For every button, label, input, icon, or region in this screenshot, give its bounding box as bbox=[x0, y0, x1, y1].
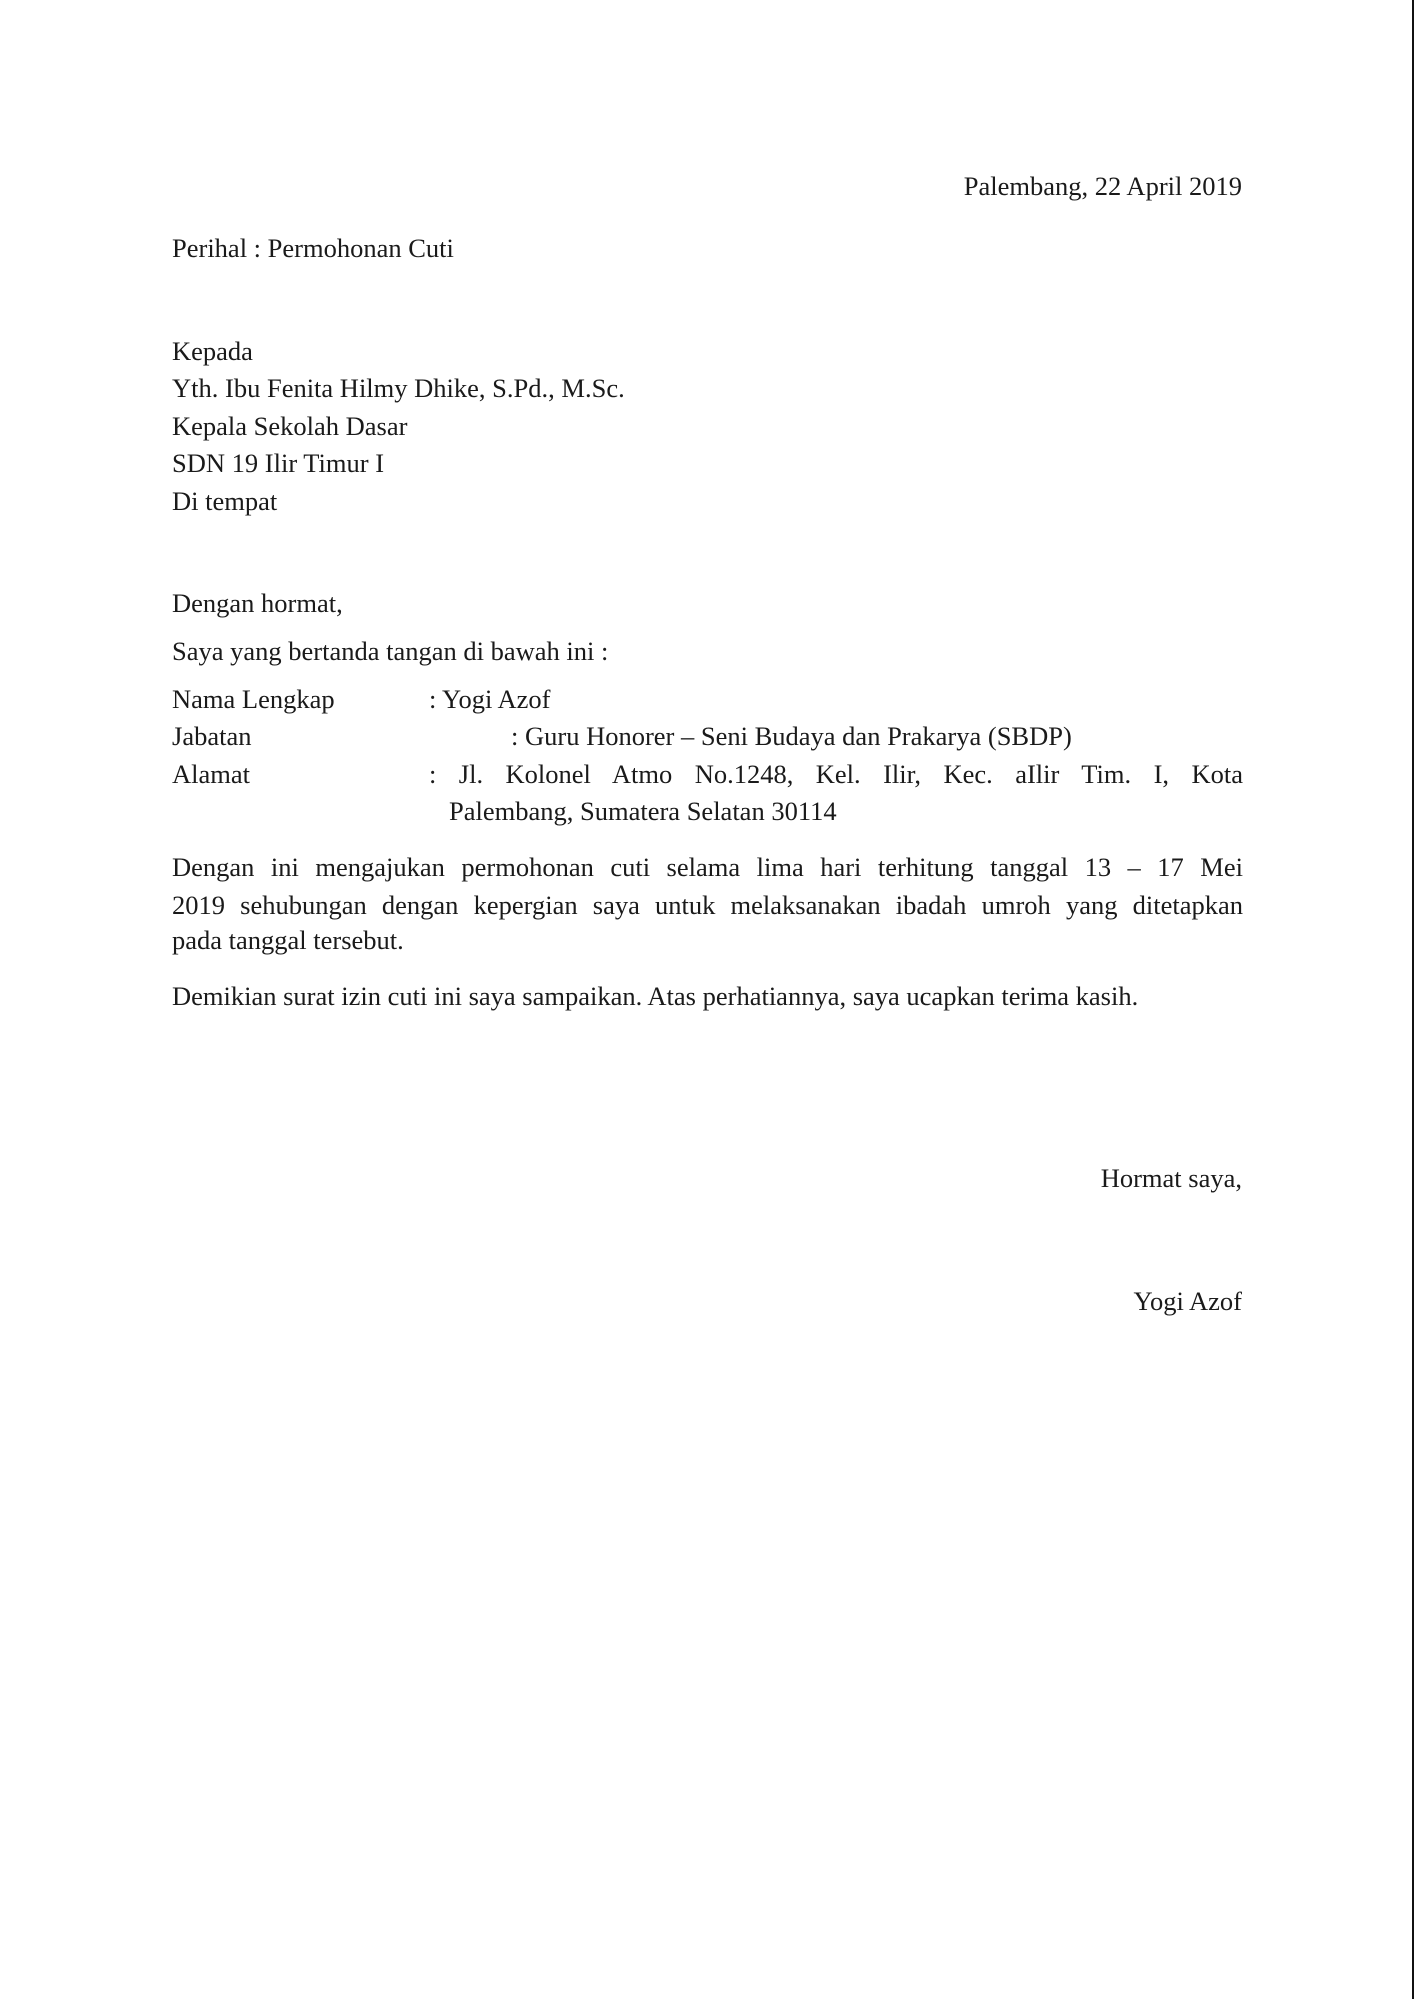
address-line-2: Palembang, Sumatera Selatan 30114 bbox=[449, 796, 837, 826]
field-label-position: Jabatan bbox=[172, 721, 252, 751]
closing-paragraph: Demikian surat izin cuti ini saya sampaikan. Atas perhatiannya, saya ucapkan terima kasih. bbox=[172, 981, 1139, 1011]
body-line-1: Dengan ini mengajukan permohonan cuti selama lima hari terhitung tanggal 13 – 17 Mei bbox=[172, 852, 1243, 882]
place-date: Palembang, 22 April 2019 bbox=[963, 171, 1242, 201]
field-value-name: : Yogi Azof bbox=[429, 684, 551, 714]
field-label-address: Alamat bbox=[172, 759, 250, 789]
body-line-3: pada tanggal tersebut. bbox=[172, 925, 404, 955]
recipient-school: SDN 19 Ilir Timur I bbox=[172, 448, 385, 478]
recipient-name: Yth. Ibu Fenita Hilmy Dhike, S.Pd., M.Sc. bbox=[172, 373, 625, 403]
address-line-1: : Jl. Kolonel Atmo No.1248, Kel. Ilir, Kec. aIlir Tim. I, Kota bbox=[429, 759, 1243, 789]
recipient-location: Di tempat bbox=[172, 486, 278, 516]
greeting: Dengan hormat, bbox=[172, 588, 343, 618]
recipient-salutation: Kepada bbox=[172, 336, 253, 366]
body-line-2: 2019 sehubungan dengan kepergian saya untuk melaksanakan ibadah umroh yang ditetapkan bbox=[172, 890, 1243, 920]
intro-line: Saya yang bertanda tangan di bawah ini : bbox=[172, 636, 609, 666]
subject-line: Perihal : Permohonan Cuti bbox=[172, 233, 454, 263]
recipient-position: Kepala Sekolah Dasar bbox=[172, 411, 408, 441]
signature-name: Yogi Azof bbox=[1133, 1286, 1242, 1316]
field-value-position: : Guru Honorer – Seni Budaya dan Prakarya (SBDP) bbox=[511, 721, 1072, 751]
field-label-name: Nama Lengkap bbox=[172, 684, 335, 714]
closing-salutation: Hormat saya, bbox=[1100, 1163, 1242, 1193]
field-value-address bbox=[429, 758, 1243, 790]
